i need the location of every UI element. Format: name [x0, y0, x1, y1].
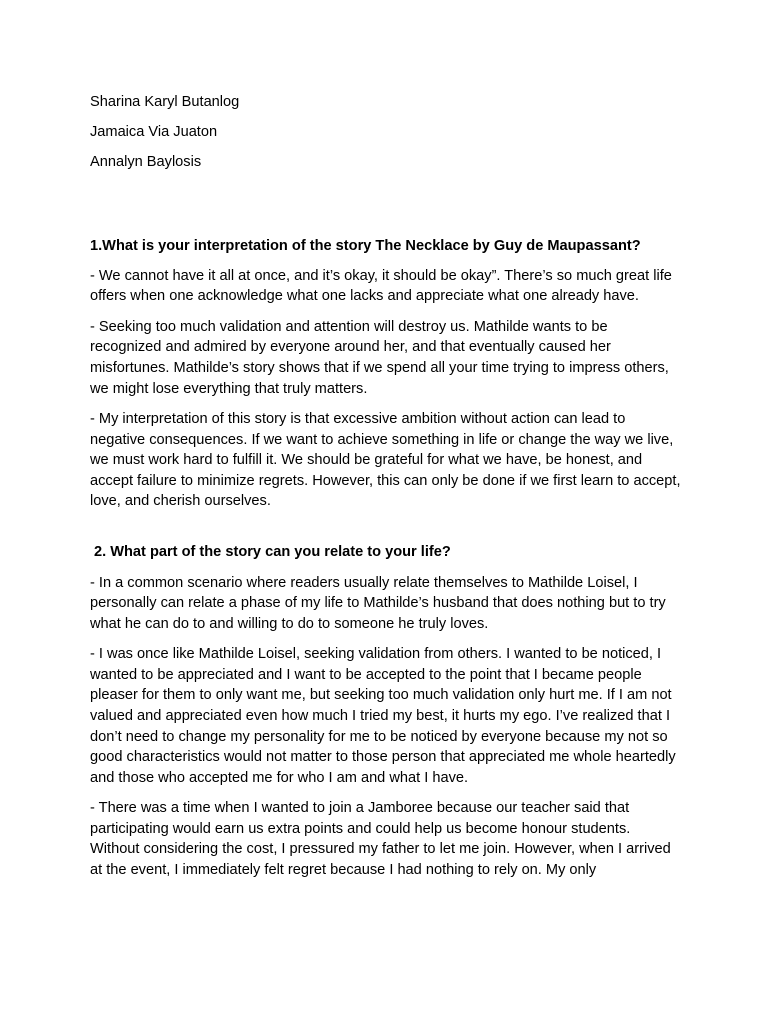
author-name: Jamaica Via Juaton [90, 123, 218, 140]
question-2-paragraph: - There was a time when I wanted to join a Jamboree because our teacher said that participating would earn us extra points and could help us become honour students. Without considering the cost, I pressured my father to let me join. However, when I arrived at the event, I immediately felt regret because I had nothing to rely on. My only [90, 800, 671, 878]
document-body [90, 92, 682, 890]
question-2-heading: 2. What part of the story can you relate to your life? [94, 544, 451, 561]
author-name: Sharina Karyl Butanlog [90, 94, 240, 110]
question-1-heading: 1.What is your interpretation of the story The Necklace by Guy de Maupassant? [90, 237, 641, 254]
question-1-paragraph: - My interpretation of this story is that excessive ambition without action can lead to negative consequences. If we want to achieve something in life or change the way we live, we must work hard to fulfill it. We should be grateful for what we have, be honest, and accept failure to minimize regrets. However, this can only be done if we first learn to accept, love, and cherish ourselves. [90, 410, 681, 510]
question-2-paragraph: - I was once like Mathilde Loisel, seeking validation from others. I wanted to be noticed, I wanted to be appreciated and I want to be accepted to the point that I became people pleaser for them to only want me, but seeking too much validation only hurt me. If I am not valued and appreciated even how much I tried my best, it hurts my ego. I’ve realized that I don’t need to change my personality for me to be noticed by everyone because my not so good characteristics would not matter to those person that appreciated me whole heartedly and those who accepted me for who I am and what I have. [90, 646, 676, 786]
author-name: Annalyn Baylosis [90, 153, 202, 170]
question-2-paragraph: - In a common scenario where readers usually relate themselves to Mathilde Loisel, I personally can relate a phase of my life to Mathilde’s husband that does nothing but to try what he can do to and willing to do to someone he truly loves. [90, 574, 666, 632]
question-1-paragraph: - We cannot have it all at once, and it’s okay, it should be okay”. There’s so much great life offers when one acknowledge what one lacks and appreciate what one already have. [90, 267, 672, 305]
question-1-paragraph: - Seeking too much validation and attention will destroy us. Mathilde wants to be recognized and admired by everyone around her, and that eventually caused her misfortunes. Mathilde’s story shows that if we spend all your time trying to impress others, we might lose everything that truly matters. [90, 318, 669, 397]
